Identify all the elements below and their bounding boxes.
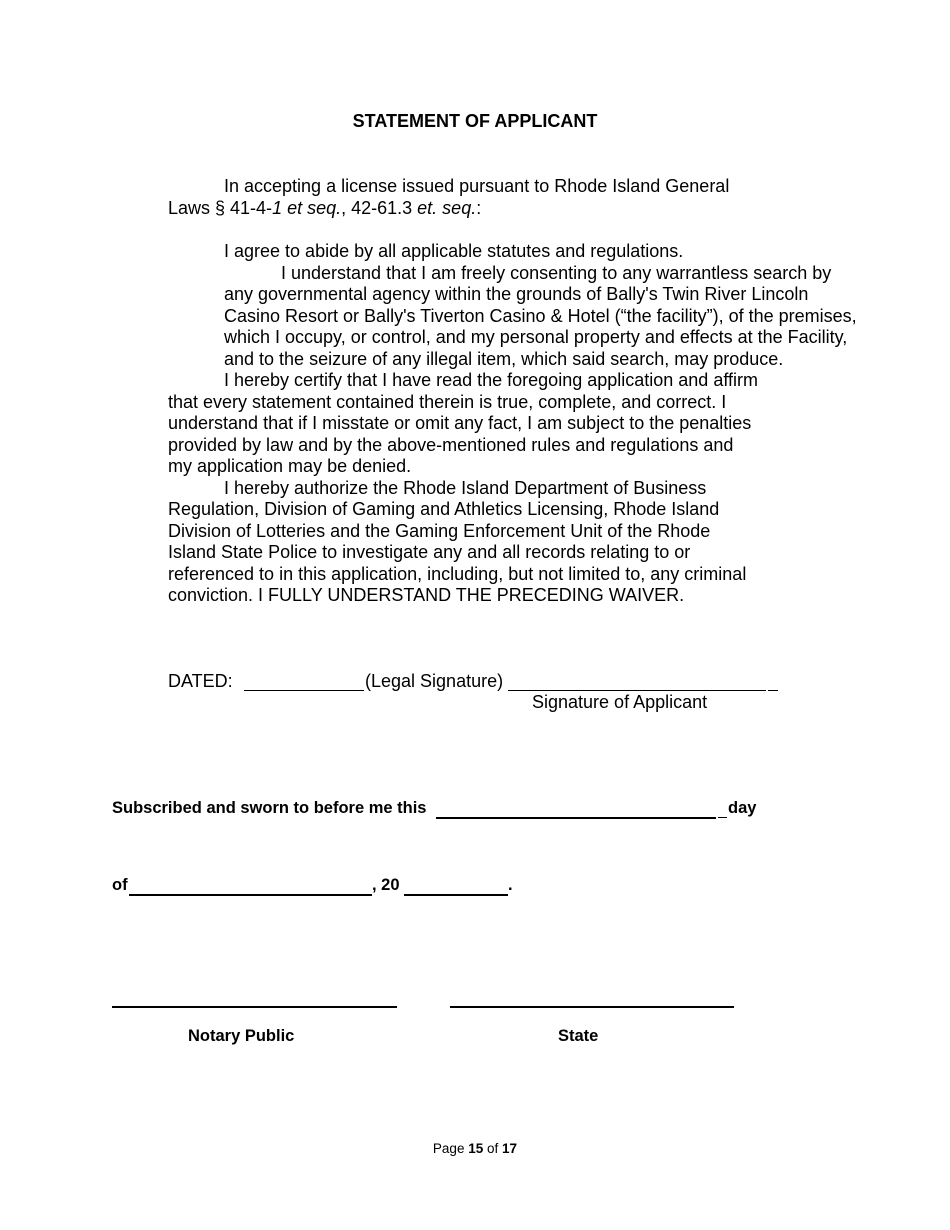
certify-line: my application may be denied.: [168, 456, 412, 476]
subscribed-label: Subscribed and sworn to before me this: [112, 799, 427, 817]
year-period: .: [508, 876, 513, 894]
authorize-line: referenced to in this application, including, but not limited to, any criminal: [168, 564, 747, 584]
signature-field-line[interactable]: [508, 690, 766, 691]
state-signature-line[interactable]: [450, 1006, 734, 1008]
day-line-tail: [718, 817, 727, 818]
of-label: of: [112, 876, 128, 894]
agree-statement: I agree to abide by all applicable statutes and regulations.: [224, 241, 684, 261]
authorize-line: Division of Lotteries and the Gaming Enforcement Unit of the Rhode: [168, 521, 711, 541]
dated-label: DATED:: [168, 671, 233, 691]
signature-line-tail: [768, 690, 778, 691]
legal-signature-label: (Legal Signature): [365, 671, 504, 691]
search-line: and to the seizure of any illegal item, which said search, may produce.: [224, 349, 784, 369]
intro-colon: :: [476, 198, 482, 218]
intro-laws-text-2: , 42-61.3: [341, 198, 418, 218]
search-line: any governmental agency within the grounds of Bally's Twin River Lincoln: [224, 284, 809, 304]
search-line: I understand that I am freely consenting to any warrantless search by: [281, 263, 832, 283]
certify-line: provided by law and by the above-mentioned rules and regulations and: [168, 435, 734, 455]
authorize-line: Regulation, Division of Gaming and Athletics Licensing, Rhode Island: [168, 499, 720, 519]
page-word: Page: [432, 1141, 465, 1156]
certify-line: I hereby certify that I have read the foregoing application and affirm: [224, 370, 758, 390]
dated-field-line[interactable]: [244, 690, 364, 691]
search-line: Casino Resort or Bally's Tiverton Casino & Hotel (“the facility”), of the premises,: [224, 306, 857, 326]
month-field-line[interactable]: [129, 894, 372, 896]
certify-line: that every statement contained therein is true, complete, and correct. I: [168, 392, 727, 412]
authorize-line: I hereby authorize the Rhode Island Department of Business: [224, 478, 707, 498]
search-line: which I occupy, or control, and my personal property and effects at the Facility,: [224, 327, 848, 347]
authorize-line: Island State Police to investigate any and all records relating to or: [168, 542, 691, 562]
day-field-line[interactable]: [436, 817, 716, 819]
intro-et-seq-2: et. seq.: [417, 198, 477, 218]
intro-laws-text: Laws § 41-4-: [168, 198, 273, 218]
intro-et-seq-1: 1 et seq.: [272, 198, 342, 218]
authorize-line: conviction. I FULLY UNDERSTAND THE PRECEDING WAIVER.: [168, 585, 685, 605]
total-pages-number: 17: [502, 1141, 518, 1156]
intro-line-1: In accepting a license issued pursuant to Rhode Island General: [224, 176, 730, 196]
year-field-line[interactable]: [404, 894, 508, 896]
current-page-number: 15: [468, 1141, 484, 1156]
day-label: day: [728, 799, 757, 817]
page-title: STATEMENT OF APPLICANT: [352, 111, 598, 131]
intro-line-2: [168, 198, 481, 220]
signature-caption: Signature of Applicant: [532, 692, 708, 712]
certify-line: understand that if I misstate or omit any fact, I am subject to the penalties: [168, 413, 752, 433]
page-footer: [0, 1141, 950, 1156]
year-label: , 20: [372, 876, 400, 894]
notary-public-signature-line[interactable]: [112, 1006, 397, 1008]
notary-public-label: Notary Public: [188, 1027, 295, 1045]
state-label: State: [558, 1027, 599, 1045]
of-word: of: [487, 1141, 499, 1156]
